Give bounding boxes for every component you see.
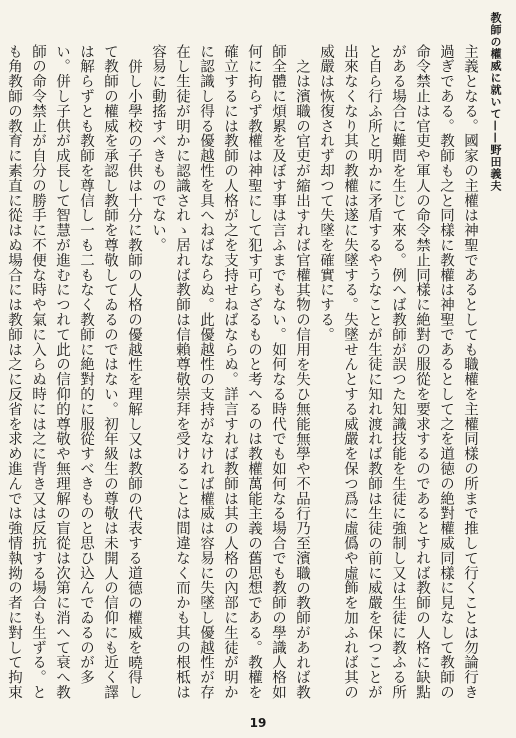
page-number: 19 — [249, 716, 267, 730]
paragraph: 之は濱職の官吏が縮出すれば官權其物の信用を失ひ無能無學や不品行乃至濱職の教師があれば教師全體に煩累を及ぼす事は言ふまでもない。如何なる時代でも如何なる場合でも教師の學識人格如何に拘らず教權は神聖にして犯す可らざるものと考へるのは教權萬能主義の舊思想である。教權を確立するには教師の人格が之を支持せねばならぬ。詳言すれば教師は其の人格の內部に生徒が明かに認識し得る優越性を具へねばならぬ。此優越性の支持がなければ權威は容易に失墜し優越性が存在し生徒が明かに認識されゝ居れば教師は信賴尊敬崇拜を受けることは間違なく而かも其の根柢は容易に動搖すべきものでない。 — [150, 44, 310, 700]
paragraph: 主義となる。國家の主權は神聖であるとしても職權を主權同樣の所まで推して行くことは勿論行き過ぎである。教師も之と同樣に教權は神聖であるとして之を道徳の絶對權威同樣に見なして教師の命令禁止は官吏や軍人の命令禁止同樣に絶對の服從を要求するのであるとすれば教師の人格に缺點がある場合に難問を生じて來る。例へば教師が誤つた知識技能を生徒に強制し又は生徒に教ふる所と自ら行ふ所と明かに矛盾するやうなことが生徒に知れ渡れば教師は生徒の前に威嚴を保つことが出來なくなり其の教權は遂に失墜する。失墜せんとする威嚴を保つ爲に虛僞や虛飾を加ふれば其の威嚴は恢復されず却つて失墜を確實にする。 — [318, 44, 478, 700]
body-text — [6, 44, 482, 704]
running-head: 教師の權威に就いて——野田義夫 — [489, 12, 502, 192]
paragraph: 併し小學校の子供は十分に教師の人格の優越性を理解し又は教師の代表する道德の權威を曉得して教師の權威を承認し教師を尊敬してゐるのではない。初年級生の尊敬は未開人の信仰にも近く譯は解らずとも教師を尊信し一も二もなく教師に絶對的に服從すべきものと思ひ込んでゐるのが多い。併し子供が成長して智慧が進むにつれて此の信仰的尊敬や無理解の盲從は次第に消へて衰へ教師の命令禁止が自分の勝手に不便な時や氣に入らぬ時には之に背き又は反抗する場合も生ずる。とも角教師の教育に素直に從はぬ場合には教師は之に反省を求め進んでは強情執拗の者に對して拘束 — [6, 44, 142, 700]
